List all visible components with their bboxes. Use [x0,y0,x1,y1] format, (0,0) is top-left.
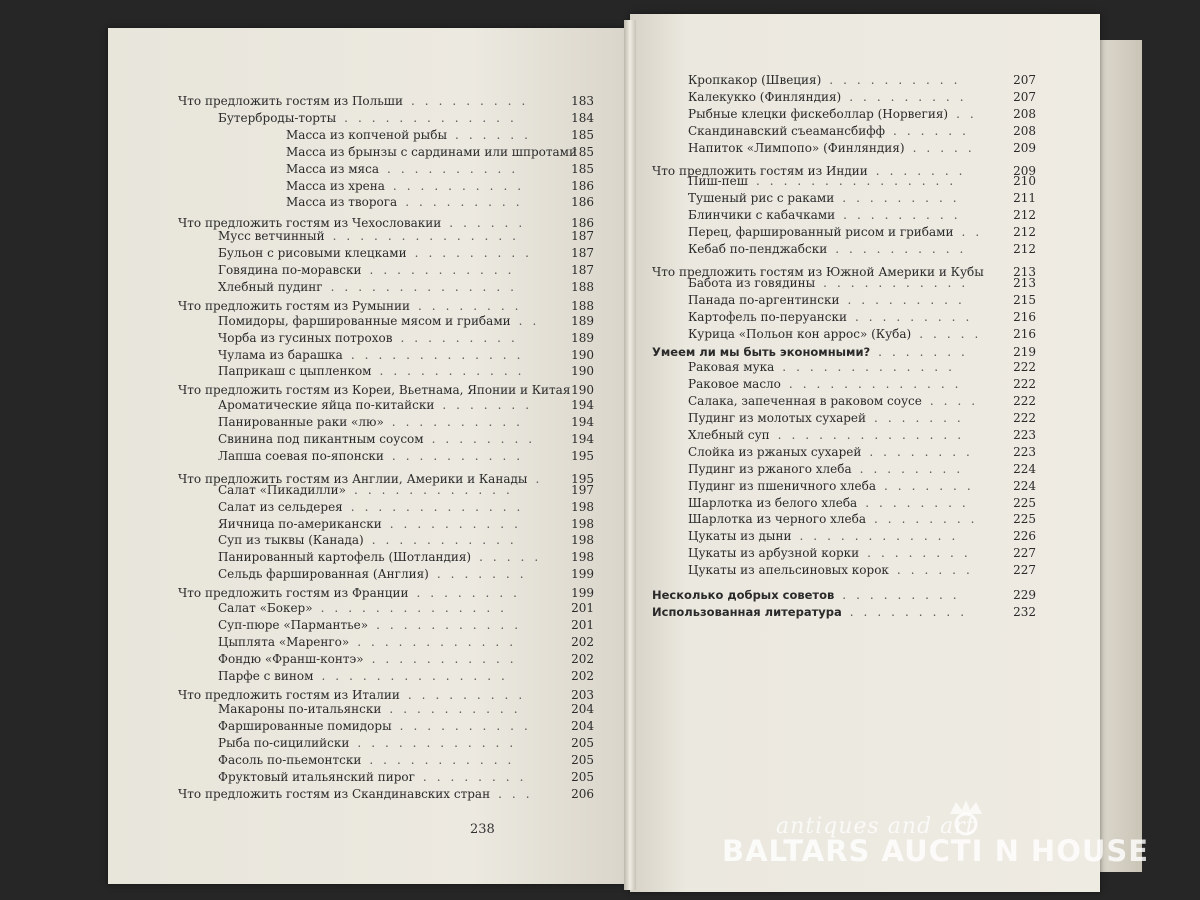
toc-leader-dots: .......... [389,516,528,531]
toc-leader-dots: ....... [875,163,973,178]
toc-entry-title: Суп из тыквы (Канада) [218,533,364,548]
toc-leader-dots: ..... [919,326,989,341]
toc-entry [218,668,594,684]
toc-leader-dots: ....... [874,411,971,425]
toc-entry-title: Панированные раки «лю» [218,415,384,430]
toc-entry [688,427,1036,443]
toc-entry [218,600,594,616]
toc-entry-page: 205 [571,770,594,784]
toc-leader-dots: ........... [379,364,532,379]
toc-entry [688,173,1036,189]
toc-entry [218,279,594,295]
toc-leader-dots: ........ [859,461,971,476]
toc-entry-page: 187 [571,263,594,277]
toc-entry-page: 185 [571,161,594,176]
toc-entry-title: Фасоль по-пьемонтски [218,753,362,768]
toc-entry [688,106,1036,122]
toc-leader-dots: ...... [896,563,980,578]
toc-leader-dots: ........ [422,770,534,784]
toc-entry [218,397,594,413]
toc-entry-page: 212 [1013,242,1036,256]
toc-entry-title: Несколько добрых советов [652,588,835,602]
toc-entry-page: 190 [571,364,594,379]
toc-entry-page: 195 [571,471,594,486]
toc-entry [218,769,594,785]
toc-entry-title: Слойка из ржаных сухарей [688,444,862,459]
toc-leader-dots: ....... [878,345,975,360]
toc-entry-page: 203 [571,687,594,702]
toc-entry-page: 188 [571,298,594,313]
toc-entry-title: Бульон с рисовыми клецками [218,246,407,261]
toc-entry [218,651,594,667]
toc-entry-title: Салака, запеченная в раковом соусе [688,394,922,409]
toc-entry [218,347,594,363]
watermark-brand: BALTARS AUCTI N HOUSE [722,834,1150,868]
toc-entry-page: 198 [571,550,594,565]
toc-entry [688,376,1036,392]
toc-entry-title: Умеем ли мы быть экономными? [652,345,871,360]
toc-leader-dots: . [535,471,550,486]
toc-entry-page: 215 [1013,292,1036,307]
toc-entry [688,461,1036,477]
toc-entry-title: Яичница по-американски [218,516,382,531]
toc-entry-title: Бутерброды-торты [218,110,337,125]
toc-entry [218,262,594,278]
toc-entry-page: 209 [1013,140,1036,155]
toc-entry-page: 224 [1013,478,1036,493]
toc-leader-dots: ......... [847,292,972,307]
toc-entry [286,127,594,143]
toc-entry [218,617,594,633]
book-spine [624,20,636,890]
toc-entry-title: Кебаб по-пенджабски [688,242,828,256]
toc-entry [218,431,594,447]
toc-entry-title: Бабота из говядины [688,275,816,290]
toc-entry [218,482,594,498]
toc-entry-page: 207 [1013,89,1036,104]
toc-entry-page: 216 [1013,326,1036,341]
toc-entry-page: 222 [1013,360,1036,375]
toc-entry [688,410,1036,426]
toc-entry-page: 201 [571,601,594,615]
toc-entry [218,313,594,329]
toc-leader-dots: .......... [391,448,531,463]
toc-entry-title: Масса из хрена [286,178,385,193]
toc-entry [178,298,594,314]
toc-entry-page: 187 [571,229,594,244]
toc-entry [218,110,594,126]
toc-leader-dots: .......... [391,415,530,430]
watermark-tagline: antiques and art [776,814,976,839]
toc-entry-page: 204 [571,702,594,717]
toc-entry [688,123,1036,139]
toc-entry [218,532,594,548]
toc-leader-dots: .. [518,313,547,328]
toc-leader-dots: .. [956,106,984,121]
toc-leader-dots: ........... [371,651,524,666]
toc-entry-title: Что предложить гостям из Скандинавских стран [178,786,491,801]
toc-entry-page: 199 [571,586,594,601]
toc-entry-page: 209 [1013,163,1036,178]
toc-leader-dots: .. [961,225,990,240]
toc-entry-page: 190 [571,347,594,362]
toc-leader-dots: ..... [479,550,549,565]
toc-entry [688,359,1036,375]
toc-leader-dots: ......... [849,604,975,619]
toc-leader-dots: ...... [893,123,976,138]
toc-leader-dots: ......... [842,191,967,206]
toc-entry [218,228,594,244]
toc-leader-dots: .............. [320,601,514,615]
toc-entry-page: 204 [571,719,594,734]
toc-entry-title: Мусс ветчинный [218,229,325,244]
toc-entry-title: Напиток «Лимпопо» (Финляндия) [688,140,905,155]
toc-entry-page: 227 [1013,563,1036,578]
toc-entry-page: 186 [571,178,594,193]
toc-entry-title: Паприкаш с цыпленком [218,364,372,379]
toc-entry-page: 232 [1013,604,1036,619]
toc-entry-title: Чулама из барашка [218,347,343,362]
toc-entry [178,93,594,109]
toc-leader-dots: .......... [387,161,526,176]
toc-entry-title: Шарлотка из белого хлеба [688,495,858,510]
toc-leader-dots: ........ [867,546,978,561]
toc-entry [218,735,594,751]
toc-entry-title: Пиш-пеш [688,174,748,189]
page-number: 238 [470,822,495,837]
toc-entry-title: Рыба по-сицилийски [218,736,350,751]
toc-entry-title: Цукаты из арбузной корки [688,546,860,561]
toc-entry-title: Курица «Польон кон аррос» (Куба) [688,326,912,341]
toc-entry [218,363,594,379]
toc-entry-title: Парфе с вином [218,668,314,683]
toc-entry-title: Свинина под пикантным соусом [218,432,424,446]
toc-entry-title: Масса из копченой рыбы [286,127,448,142]
toc-entry-title: Раковое масло [688,377,781,392]
toc-entry-page: 219 [1013,345,1036,360]
toc-entry-page: 195 [571,448,594,463]
toc-leader-dots: ......... [407,687,533,702]
toc-entry-page: 184 [571,110,594,125]
toc-entry [688,528,1036,544]
toc-entry [652,604,1036,620]
toc-entry-title: Что предложить гостям из Индии [652,163,868,178]
toc-entry-title: Что предложить гостям из Южной Америки и Кубы [652,264,984,279]
toc-leader-dots: .............. [777,427,972,442]
toc-entry [286,194,594,210]
toc-entry [688,495,1036,511]
toc-entry-page: 213 [1013,264,1036,279]
toc-entry-title: Картофель по-перуански [688,309,847,324]
toc-entry-page: 208 [1013,123,1036,138]
toc-entry-page: 189 [571,330,594,345]
toc-entry-page: 199 [571,567,594,582]
toc-entry-title: Кропкакор (Швеция) [688,73,822,87]
toc-entry-page: 202 [571,668,594,683]
toc-entry-page: 189 [571,313,594,328]
toc-entry [688,275,1036,291]
toc-entry-page: 198 [571,533,594,548]
toc-leader-dots: .......... [835,242,974,256]
toc-leader-dots: ............. [344,110,524,125]
toc-entry-title: Салат «Пикадилли» [218,482,346,497]
toc-entry [218,448,594,464]
toc-entry-title: Суп-пюре «Пармантье» [218,617,369,632]
toc-leader-dots: ......... [414,246,539,261]
toc-entry [218,499,594,515]
toc-entry [178,585,594,601]
toc-entry [218,245,594,261]
toc-entry [688,562,1036,578]
toc-entry-page: 205 [571,753,594,768]
toc-entry-page: 213 [1013,275,1036,290]
toc-entry-page: 223 [1013,444,1036,459]
toc-entry-title: Пудинг из молотых сухарей [688,411,867,425]
toc-entry-page: 201 [571,617,594,632]
toc-entry-page: 222 [1013,411,1036,425]
toc-entry-title: Цыплята «Маренго» [218,634,350,649]
toc-entry-page: 223 [1013,427,1036,442]
toc-entry [688,190,1036,206]
right-page [630,14,1100,892]
toc-entry [218,414,594,430]
toc-entry-page: 185 [571,127,594,142]
toc-leader-dots: .............. [321,668,515,683]
toc-leader-dots: ....... [442,398,540,413]
toc-leader-dots: ....... [883,478,981,493]
toc-leader-dots: ........ [431,432,543,446]
toc-entry-title: Калекукко (Финляндия) [688,89,842,104]
toc-entry-title: Раковая мука [688,360,775,375]
toc-entry-title: Хлебный пудинг [218,279,323,294]
toc-entry-title: Использованная литература [652,604,842,619]
toc-entry-page: 212 [1013,208,1036,223]
toc-entry-title: Лапша соевая по-японски [218,448,384,463]
toc-leader-dots: ......... [400,330,525,345]
toc-entry [218,330,594,346]
toc-entry-title: Скандинавский съеамансбифф [688,123,885,138]
toc-leader-dots: ............. [350,499,531,514]
toc-leader-dots: ........... [371,533,524,548]
toc-entry-page: 194 [571,415,594,430]
toc-entry-page: 210 [1013,174,1036,189]
toc-leader-dots: ........... [376,617,529,632]
toc-leader-dots: ........... [369,263,522,277]
toc-entry [218,516,594,532]
toc-entry [688,511,1036,527]
toc-entry [218,549,594,565]
toc-entry [688,224,1036,240]
toc-entry-title: Пудинг из ржаного хлеба [688,461,852,476]
toc-entry [688,241,1036,257]
toc-entry [218,701,594,717]
toc-entry-page: 187 [571,246,594,261]
toc-entry [178,687,594,703]
toc-entry-title: Цукаты из дыни [688,529,792,544]
toc-entry-title: Фондю «Франш-контэ» [218,651,364,666]
toc-entry-title: Цукаты из апельсиновых корок [688,563,889,578]
toc-entry [688,72,1036,88]
toc-entry-title: Ароматические яйца по-китайски [218,398,435,413]
toc-entry-page: 216 [1013,309,1036,324]
toc-leader-dots: ....... [436,567,534,582]
toc-entry [688,545,1036,561]
toc-entry-page: 186 [571,216,594,231]
toc-leader-dots: ............... [755,174,964,189]
toc-leader-dots: ............ [357,736,524,751]
toc-entry-title: Говядина по-моравски [218,263,362,277]
toc-entry-page: 225 [1013,495,1036,510]
toc-entry-page: 206 [571,786,594,801]
toc-leader-dots: ...... [455,127,538,142]
toc-leader-dots: ...... [449,216,533,231]
toc-leader-dots: ........ [873,512,985,527]
toc-leader-dots: ............. [782,360,962,375]
toc-entry-page: 198 [571,499,594,514]
toc-leader-dots: .............. [330,279,524,294]
toc-entry-title: Фруктовый итальянский пирог [218,770,415,784]
toc-entry [688,140,1036,156]
toc-entry [688,444,1036,460]
toc-entry-page: 198 [571,516,594,531]
toc-leader-dots: .......... [389,702,528,717]
toc-entry-title: Тушеный рис с раками [688,191,835,206]
toc-entry-page: 190 [571,383,594,398]
toc-entry-title: Что предложить гостям из Польши [178,94,403,108]
toc-entry-page: 222 [1013,394,1036,409]
toc-entry [688,326,1036,342]
toc-leader-dots: ........ [869,444,980,459]
toc-leader-dots: .......... [829,73,968,87]
toc-entry [652,587,1036,603]
toc-entry-title: Блинчики с кабачками [688,208,836,223]
toc-entry-title: Салат «Бокер» [218,601,313,615]
toc-entry-page: 188 [571,279,594,294]
toc-entry-title: Фаршированные помидоры [218,719,392,734]
toc-leader-dots: ........... [823,275,976,290]
toc-leader-dots: ........... [369,753,522,768]
toc-entry-page: 205 [571,736,594,751]
toc-leader-dots: ..... [912,140,982,155]
toc-leader-dots: .......... [399,719,538,734]
toc-entry-page: 186 [571,195,594,210]
toc-entry-title: Сельдь фаршированная (Англия) [218,567,429,582]
toc-entry [286,144,594,160]
toc-entry-title: Панада по-аргентински [688,292,840,307]
toc-entry [688,478,1036,494]
toc-leader-dots: ............. [788,377,969,392]
toc-entry-page: 202 [571,634,594,649]
toc-entry-page: 194 [571,398,594,413]
toc-entry [218,718,594,734]
book-edge [1100,40,1142,872]
toc-entry-title: Рыбные клецки фискеболлар (Норвегия) [688,106,949,121]
toc-entry-title: Макароны по-итальянски [218,702,382,717]
toc-entry [178,382,594,398]
toc-entry-page: 208 [1013,106,1036,121]
toc-entry [218,634,594,650]
crown-icon [946,798,986,836]
toc-leader-dots: ......... [842,588,967,602]
toc-leader-dots: ......... [843,208,968,223]
toc-entry-title: Масса из мяса [286,161,379,176]
toc-entry-title: Хлебный суп [688,427,770,442]
toc-entry-page: 202 [571,651,594,666]
toc-leader-dots: ......... [854,309,980,324]
toc-leader-dots: .......... [392,178,532,193]
toc-entry-title: Что предложить гостям из Кореи, Вьетнама, Японии и Китая [178,383,571,398]
toc-entry-title: Помидоры, фаршированные мясом и грибами [218,313,511,328]
toc-entry-title: Что предложить гостям из Румынии [178,298,410,313]
toc-entry-page: 207 [1013,73,1036,87]
toc-entry-title: Перец, фаршированный рисом и грибами [688,225,954,240]
toc-entry-title: Салат из сельдерея [218,499,343,514]
toc-entry [178,786,594,802]
toc-entry [652,344,1036,360]
toc-entry-page: 212 [1013,225,1036,240]
toc-entry-title: Чорба из гусиных потрохов [218,330,393,345]
toc-entry-page: 227 [1013,546,1036,561]
toc-leader-dots: ........ [865,495,976,510]
toc-leader-dots: ......... [849,89,974,104]
toc-entry-title: Что предложить гостям из Англии, Америки и Канады [178,471,528,486]
toc-entry-title: Масса из брынзы с сардинами или шпротами [286,144,577,159]
toc-entry-page: 183 [571,94,594,108]
toc-entry-page: 197 [571,482,594,497]
toc-leader-dots: ............ [357,634,524,649]
toc-leader-dots: ........ [417,298,529,313]
toc-entry-page: 194 [571,432,594,446]
toc-entry-page: 229 [1013,588,1036,602]
toc-entry-title: Что предложить гостям из Италии [178,687,400,702]
toc-entry-page: 185 [571,144,594,159]
toc-entry-title: Масса из творога [286,195,398,210]
toc-entry-title: Что предложить гостям из Чехословакии [178,216,442,231]
toc-entry [218,566,594,582]
toc-entry-title: Что предложить гостям из Франции [178,586,409,601]
toc-entry-page: 225 [1013,512,1036,527]
toc-entry [286,178,594,194]
toc-leader-dots: ............ [354,482,520,497]
toc-leader-dots: ... [498,786,540,801]
toc-entry [688,89,1036,105]
toc-entry [286,161,594,177]
toc-entry [688,309,1036,325]
toc-leader-dots: ........ [416,586,527,601]
toc-leader-dots: ......... [410,94,536,108]
toc-leader-dots: ......... [405,195,530,210]
toc-entry [688,207,1036,223]
toc-entry-title: Панированный картофель (Шотландия) [218,550,472,565]
toc-entry-page: 222 [1013,377,1036,392]
toc-entry [688,292,1036,308]
toc-entry-page: 226 [1013,529,1036,544]
toc-entry [218,752,594,768]
toc-entry-title: Пудинг из пшеничного хлеба [688,478,876,493]
toc-entry [688,393,1036,409]
toc-leader-dots: .............. [332,229,526,244]
toc-entry-page: 211 [1013,191,1036,206]
toc-entry-page: 224 [1013,461,1036,476]
toc-entry-title: Шарлотка из черного хлеба [688,512,866,527]
left-page [108,28,630,884]
toc-leader-dots: ............. [350,347,531,362]
toc-leader-dots: .... [929,394,986,409]
toc-leader-dots: ............ [799,529,966,544]
